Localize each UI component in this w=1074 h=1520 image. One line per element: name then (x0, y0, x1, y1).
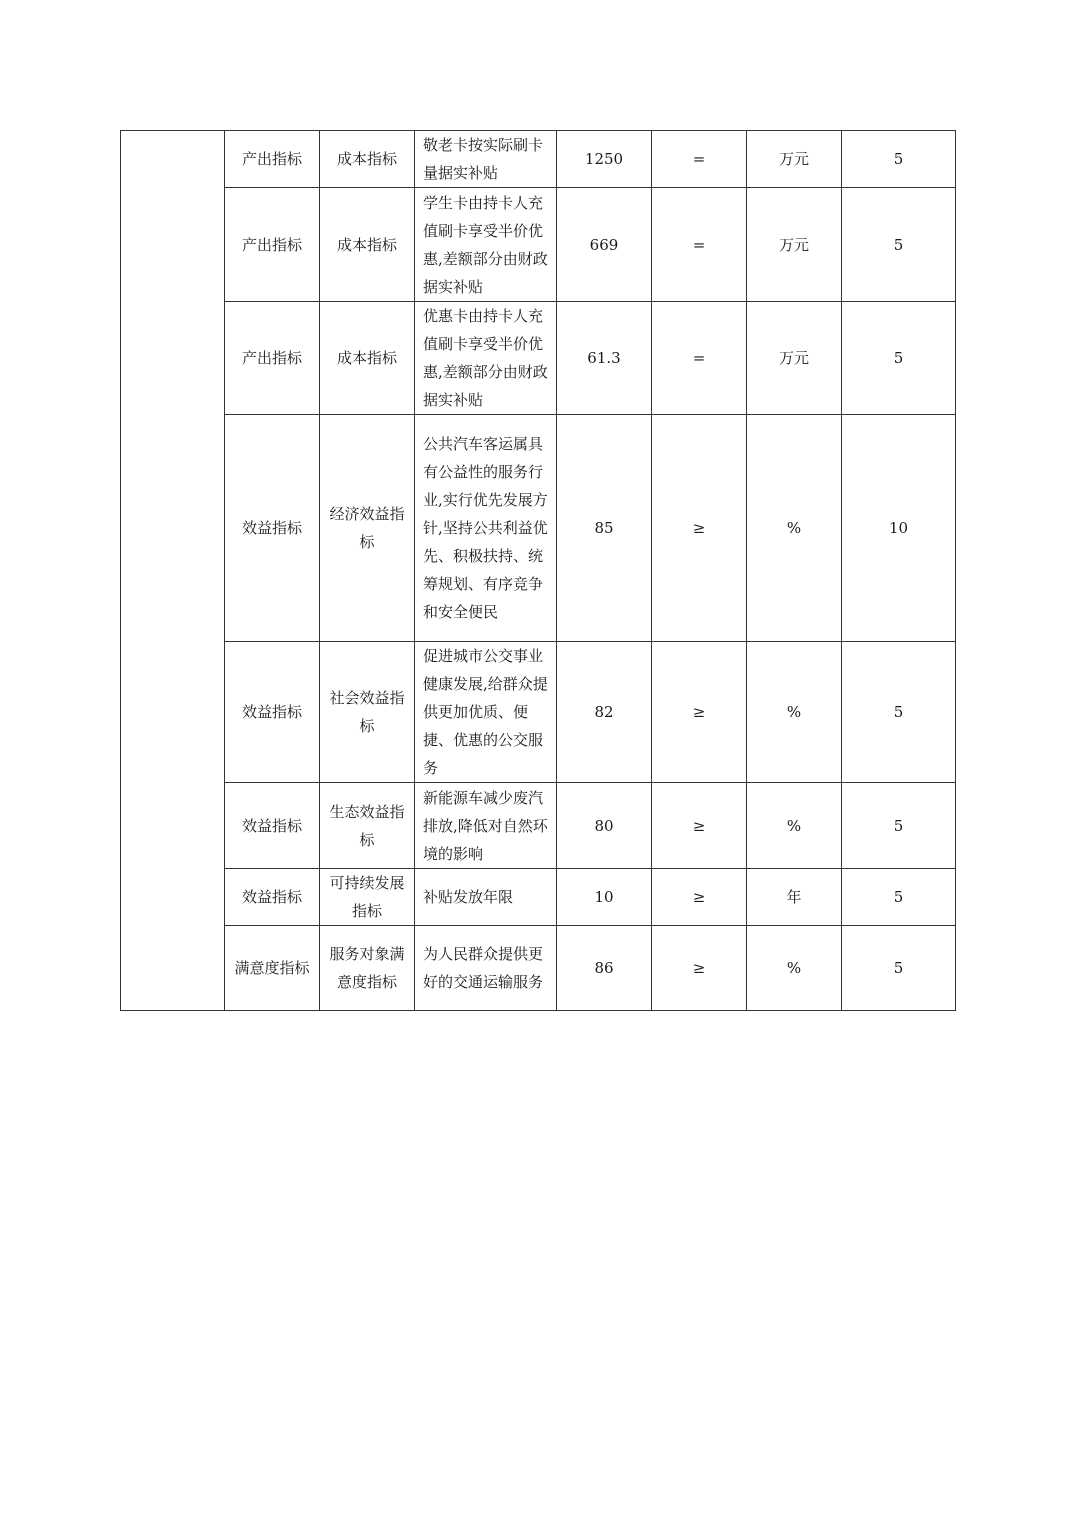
unit-cell: 万元 (747, 131, 842, 188)
indicator-description-cell: 促进城市公交事业健康发展,给群众提供更加优质、便捷、优惠的公交服务 (415, 642, 557, 783)
level2-indicator-cell: 生态效益指标 (320, 783, 415, 869)
level1-indicator-cell: 产出指标 (225, 188, 320, 302)
table-row (121, 188, 956, 302)
score-cell: 5 (842, 926, 956, 1011)
target-value-cell: 82 (557, 642, 652, 783)
target-value-cell: 669 (557, 188, 652, 302)
level1-indicator-cell: 效益指标 (225, 783, 320, 869)
score-cell: 5 (842, 869, 956, 926)
target-value-cell: 86 (557, 926, 652, 1011)
table-row (121, 783, 956, 869)
indicator-description-cell: 为人民群众提供更好的交通运输服务 (415, 926, 557, 1011)
indicator-description-cell: 公共汽车客运属具有公益性的服务行业,实行优先发展方针,坚持公共利益优先、积极扶持、统筹规划、有序竞争和安全便民 (415, 415, 557, 642)
table-row (121, 642, 956, 783)
operator-cell: = (652, 302, 747, 415)
table-row (121, 926, 956, 1011)
unit-cell: % (747, 415, 842, 642)
indicator-description-cell: 优惠卡由持卡人充值刷卡享受半价优惠,差额部分由财政据实补贴 (415, 302, 557, 415)
score-cell: 5 (842, 188, 956, 302)
unit-cell: % (747, 926, 842, 1011)
table-row (121, 302, 956, 415)
indicator-description-cell: 新能源车减少废汽排放,降低对自然环境的影响 (415, 783, 557, 869)
operator-cell: = (652, 188, 747, 302)
level2-indicator-cell: 成本指标 (320, 302, 415, 415)
level2-indicator-cell: 社会效益指标 (320, 642, 415, 783)
level2-indicator-cell: 服务对象满意度指标 (320, 926, 415, 1011)
target-value-cell: 85 (557, 415, 652, 642)
unit-cell: 万元 (747, 188, 842, 302)
operator-cell: ≥ (652, 926, 747, 1011)
operator-cell: = (652, 131, 747, 188)
level1-indicator-cell: 产出指标 (225, 131, 320, 188)
target-value-cell: 10 (557, 869, 652, 926)
level1-indicator-cell: 效益指标 (225, 869, 320, 926)
table-row (121, 131, 956, 188)
table-row (121, 415, 956, 642)
performance-indicator-table (120, 130, 956, 1011)
level2-indicator-cell: 成本指标 (320, 131, 415, 188)
indicator-description-cell: 补贴发放年限 (415, 869, 557, 926)
level1-indicator-cell: 满意度指标 (225, 926, 320, 1011)
indicator-description-cell: 敬老卡按实际刷卡量据实补贴 (415, 131, 557, 188)
table-row (121, 869, 956, 926)
unit-cell: % (747, 783, 842, 869)
score-cell: 5 (842, 783, 956, 869)
level1-indicator-cell: 产出指标 (225, 302, 320, 415)
score-cell: 5 (842, 642, 956, 783)
unit-cell: % (747, 642, 842, 783)
target-value-cell: 1250 (557, 131, 652, 188)
unit-cell: 年 (747, 869, 842, 926)
target-value-cell: 61.3 (557, 302, 652, 415)
target-value-cell: 80 (557, 783, 652, 869)
level1-indicator-cell: 效益指标 (225, 415, 320, 642)
operator-cell: ≥ (652, 642, 747, 783)
unit-cell: 万元 (747, 302, 842, 415)
operator-cell: ≥ (652, 415, 747, 642)
level1-indicator-cell: 效益指标 (225, 642, 320, 783)
score-cell: 5 (842, 302, 956, 415)
operator-cell: ≥ (652, 783, 747, 869)
score-cell: 5 (842, 131, 956, 188)
level2-indicator-cell: 可持续发展指标 (320, 869, 415, 926)
indicator-description-cell: 学生卡由持卡人充值刷卡享受半价优惠,差额部分由财政据实补贴 (415, 188, 557, 302)
score-cell: 10 (842, 415, 956, 642)
merged-blank-cell (121, 131, 225, 1011)
operator-cell: ≥ (652, 869, 747, 926)
level2-indicator-cell: 经济效益指标 (320, 415, 415, 642)
level2-indicator-cell: 成本指标 (320, 188, 415, 302)
